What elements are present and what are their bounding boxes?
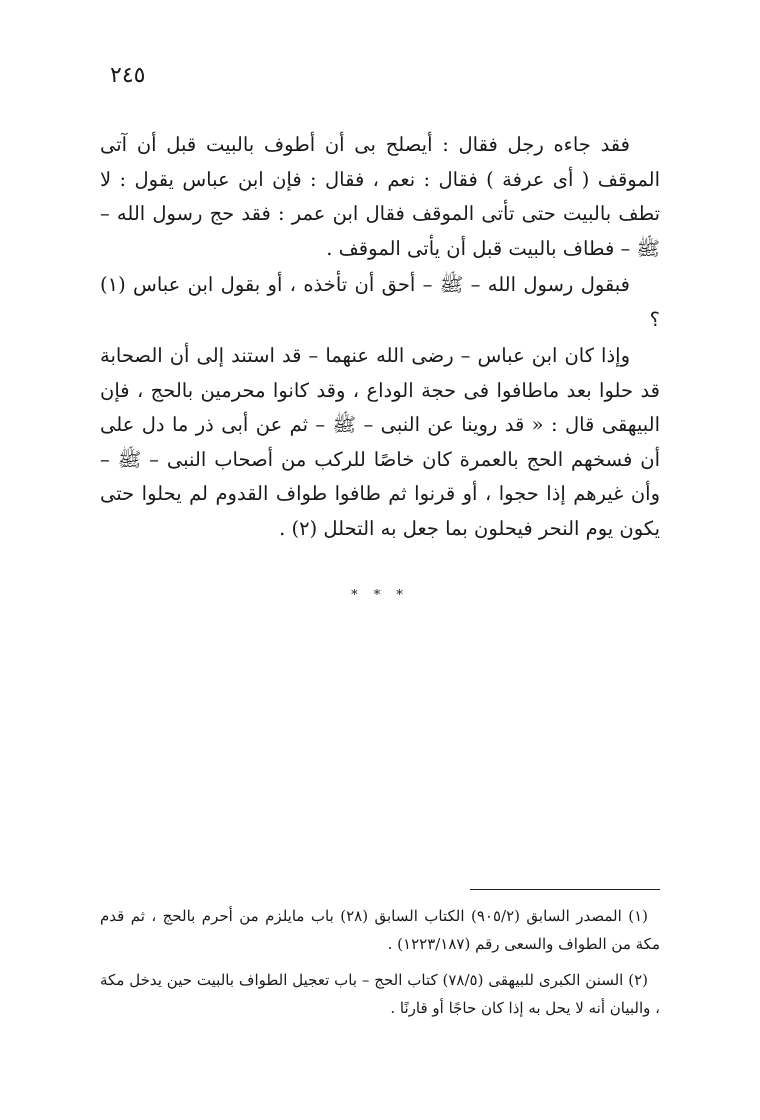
- footnote-1: (١) المصدر السابق (٩٠٥/٢) الكتاب السابق (٢٨) باب مايلزم من أحرم بالحج ، ثم قدم مكة من الطواف والسعى رقم (١٢٢٣/١٨٧) .: [100, 907, 660, 953]
- paragraph-2: فبقول رسول الله – ﷺ – أحق أن تأخذه ، أو بقول ابن عباس (١) ؟: [100, 273, 660, 331]
- footnote-divider: [470, 889, 660, 890]
- footnote-2: (٢) السنن الكبرى للبيهقى (٧٨/٥) كتاب الحج – باب تعجيل الطواف بالبيت حين يدخل مكة ، والبيان أنه لا يحل به إذا كان حاجًا أو قارنًا .: [100, 971, 660, 1017]
- section-separator: * * *: [351, 588, 409, 603]
- footnotes: [100, 902, 660, 1022]
- page-number: ٢٤٥: [110, 63, 146, 88]
- paragraph-3: وإذا كان ابن عباس – رضى الله عنهما – قد استند إلى أن الصحابة قد حلوا بعد ماطافوا فى حجة الوداع ، وقد كانوا محرمين بالحج ، فإن البيهقى قال : « قد روينا عن النبى – ﷺ – ثم عن أبى ذر ما دل على أن فسخهم الحج بالعمرة كان خاصًا للركب من أصحاب النبى – ﷺ – وأن غيرهم إذا حجوا ، أو قرنوا ثم طافوا طواف القدوم لم يحلوا حتى يكون يوم النحر فيحلون بما جعل به التحلل (٢) .: [100, 344, 660, 540]
- main-text: [100, 128, 660, 546]
- paragraph-1: فقد جاءه رجل فقال : أيصلح بى أن أطوف بالبيت قبل أن آتى الموقف ( أى عرفة ) فقال : نعم ، فقال : فإن ابن عباس يقول : لا تطف بالبيت حتى تأتى الموقف فقال ابن عمر : فقد حج رسول الله – ﷺ – فطاف بالبيت قبل أن يأتى الموقف .: [100, 133, 660, 260]
